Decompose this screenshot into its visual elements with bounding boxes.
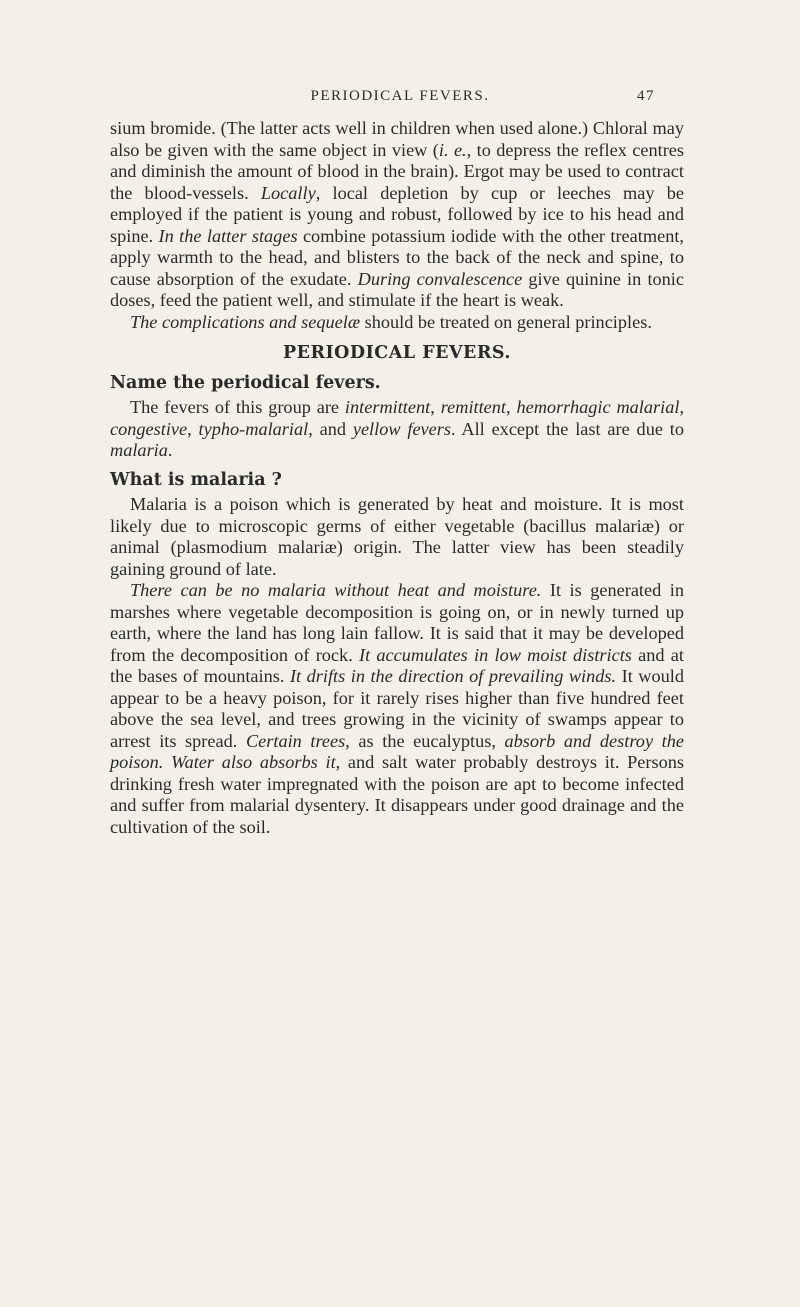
italic-run: malaria [110, 440, 168, 460]
italic-run: hemorrhagic malarial [516, 397, 680, 417]
italic-run: absorb and destroy the poison. [110, 730, 684, 772]
text-run: It is generated in marshes where vegetable decomposition is going on, or in newly turned up earth, where the land has long lain fallow. It is said that it may be developed from the decomposition of rock. [110, 580, 684, 665]
italic-run: Locally [260, 182, 316, 203]
text-run: , [506, 397, 517, 417]
text-run: should be treated on general principles. [360, 311, 652, 332]
question-heading: What is malaria ? [110, 469, 282, 490]
text-run: sium bromide. (The latter acts well in children when used alone.) Chloral may also be given with the same object in view ( [110, 118, 684, 160]
italic-run: During convalescence [357, 268, 523, 289]
text-run: , to depress the reflex centres and diminish the amount of blood in the brain). Ergot may be used to contract the blood-vessels. [110, 139, 685, 203]
italic-run: Water also absorbs it [171, 752, 336, 772]
text-run: , [430, 397, 441, 417]
italic-run: yellow fevers [352, 418, 452, 439]
text-run: , as the eucalyptus, [345, 730, 505, 751]
italic-run: Certain trees [245, 730, 346, 751]
italic-run: The complications and sequelæ [130, 311, 361, 332]
italic-run: i. e. [438, 139, 467, 160]
section-heading: PERIODICAL FEVERS. [282, 343, 512, 363]
text-run: , local depletion by cup or leeches may be employed if the patient is young and robust, followed by ice to his head and spine. [110, 182, 684, 246]
running-head [0, 88, 800, 110]
paragraph-fever-list [110, 397, 684, 462]
italic-run: intermittent [344, 397, 431, 417]
body-text [110, 118, 684, 838]
running-title: PERIODICAL FEVERS. [310, 88, 490, 104]
paragraph-complications [110, 312, 684, 334]
italic-run: It accumulates in low moist districts [359, 644, 632, 665]
text-run: combine potassium iodide with the other treatment, apply warmth to the head, and blisters to the back of the neck and spine, to cause absorption of the exudate. [110, 225, 684, 289]
italic-run: typho-malarial [198, 418, 309, 439]
text-run: The fevers of this group are [130, 397, 345, 417]
text-run: , and salt water probably destroys it. Persons drinking fresh water impregnated with the poison are apt to become infected and suffer from malarial dysentery. It disappears under good drainage and the cultivation of the soil. [110, 752, 684, 837]
text-run: and at the bases of mountains. [110, 644, 684, 686]
text-run: , [679, 397, 685, 417]
question-heading: Name the periodical fevers. [110, 372, 381, 393]
paragraph-malaria-conditions [110, 580, 684, 838]
text-run: It would appear to be a heavy poison, for it rarely rises higher than five hundred feet above the sea level, and trees growing in the vicinity of swamps appear to arrest its spread. [110, 666, 684, 751]
page-number: 47 [637, 88, 655, 104]
text-run: , and [308, 418, 353, 439]
italic-run: In the latter stages [158, 225, 298, 246]
text-run: give quinine in tonic doses, feed the patient well, and stimulate if the heart is weak. [110, 268, 684, 310]
text-run: , [187, 418, 199, 439]
italic-run: congestive [110, 418, 188, 439]
text-run [163, 752, 171, 772]
text-run: . All except the last are due to [451, 418, 684, 439]
italic-run: There can be no malaria without heat and moisture. [130, 580, 542, 600]
paragraph-malaria-definition: Malaria is a poison which is generated by heat and moisture. It is most likely due to microscopic germs of either vegetable (bacillus malariæ) or animal (plasmodium malariæ) origin. The latter view has been steadily gaining ground of late. [110, 494, 684, 579]
italic-run: remittent [440, 397, 507, 417]
paragraph-treatment [110, 118, 684, 312]
italic-run: It drifts in the direction of prevailing winds. [289, 666, 617, 686]
text-run: . [167, 440, 173, 460]
